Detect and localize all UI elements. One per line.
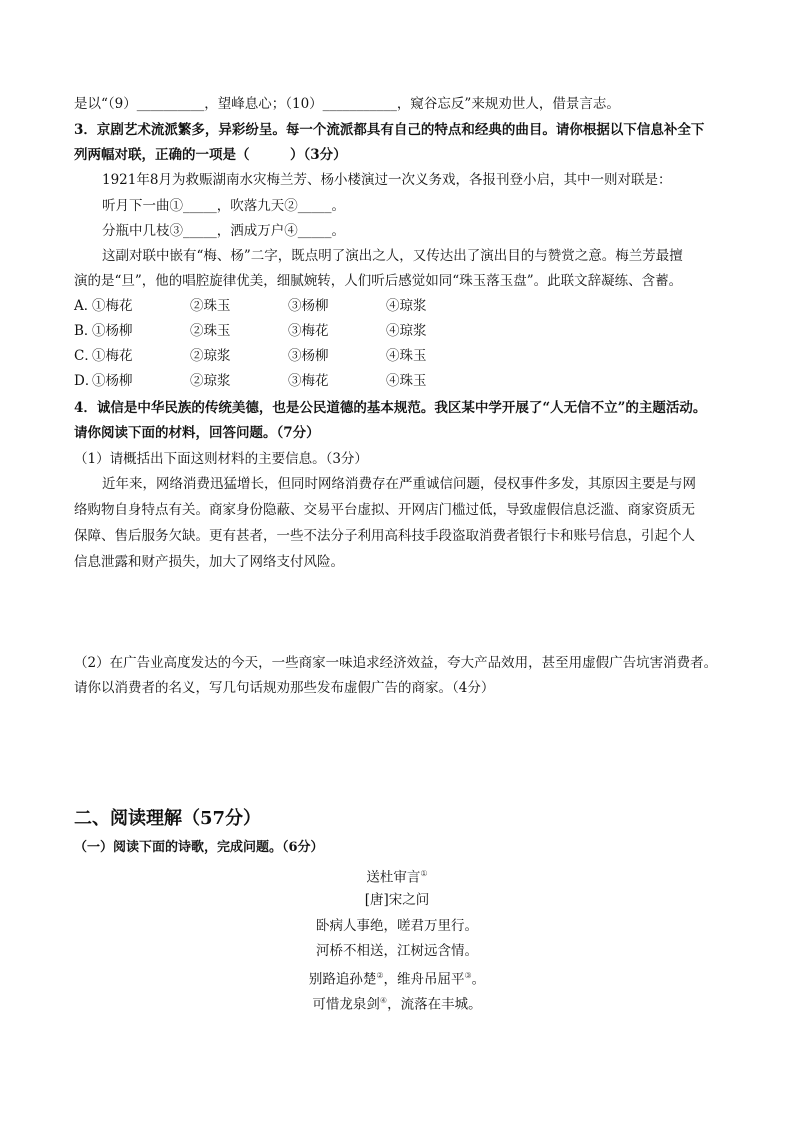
option-item: ③梅花 xyxy=(288,323,329,339)
option-item: ③杨柳 xyxy=(288,298,329,314)
question-4-stem: 4．诚信是中华民族的传统美德，也是公民道德的基本规范。我区某中学开展了“人无信不立”的主题活动。 xyxy=(74,400,707,416)
couplet-line-2: 分瓶中几枝③_____，洒成万户④_____。 xyxy=(102,223,345,239)
option-item: ④琼浆 xyxy=(386,323,427,339)
option-item: ②琼浆 xyxy=(190,348,231,364)
text-line: 是以“（9）__________，望峰息心；（10）___________，窥谷忘反”来规劝世人，借景言志。 xyxy=(74,96,620,112)
question-3-stem: 3．京剧艺术流派繁多，异彩纷呈。每一个流派都具有自己的特点和经典的曲目。请你根据以下信息补全下 xyxy=(74,122,705,138)
subquestion-2: （2）在广告业高度发达的今天，一些商家一味追求经济效益，夸大产品效用，甚至用虚假广告坑害消费者。 xyxy=(74,655,718,671)
material-line: 保障、售后服务欠缺。更有甚者，一些不法分子利用高科技手段盗取消费者银行卡和账号信息，引起个人 xyxy=(74,528,695,544)
text-line: 演的是“旦”，他的唱腔旋律优美，细腻婉转，人们听后感觉如同“珠玉落玉盘”。此联文辞凝练、含蓄。 xyxy=(74,273,683,289)
poem-line: 河桥不相送，江树远含情。 xyxy=(316,943,478,959)
option-item: ②珠玉 xyxy=(190,298,231,314)
section-title: 二、阅读理解（57分） xyxy=(74,808,262,829)
section-subtitle: （一）阅读下面的诗歌，完成问题。（6分） xyxy=(74,840,324,855)
option-item: ①梅花 xyxy=(92,298,133,314)
material-line: 近年来，网络消费迅猛增长，但同时网络消费存在严重诚信问题，侵权事件多发，其原因主要是与网 xyxy=(102,476,696,492)
footnote-marker: ③ xyxy=(464,971,472,980)
subquestion-2-cont: 请你以消费者的名义，写几句话规劝那些发布虚假广告的商家。（4分） xyxy=(74,680,495,696)
subquestion-1: （1）请概括出下面这则材料的主要信息。（3分） xyxy=(74,451,368,467)
option-item: ①梅花 xyxy=(92,348,133,364)
option-item: ③梅花 xyxy=(288,373,329,389)
option-letter: D． xyxy=(74,373,99,389)
option-item: ④琼浆 xyxy=(386,298,427,314)
poem-line: 卧病人事绝，嗟君万里行。 xyxy=(316,918,478,934)
option-item: ①杨柳 xyxy=(92,373,133,389)
footnote-marker: ④ xyxy=(379,996,388,1005)
poem-title: 送杜审言① xyxy=(366,869,428,886)
option-item: ①杨柳 xyxy=(92,323,133,339)
material-line: 络购物自身特点有关。商家身份隐蔽、交易平台虚拟、开网店门槛过低，导致虚假信息泛滥、商家资质无 xyxy=(74,502,695,518)
option-letter: A． xyxy=(74,298,98,314)
option-item: ②珠玉 xyxy=(190,323,231,339)
text-line: 1921年8月为救赈湖南水灾梅兰芳、杨小楼演过一次义务戏，各报刊登小启，其中一则对联是： xyxy=(102,172,672,188)
option-item: ③杨柳 xyxy=(288,348,329,364)
option-item: ④珠玉 xyxy=(386,373,427,389)
question-4-stem-cont: 请你阅读下面的材料，回答问题。（7分） xyxy=(74,425,320,441)
poem-line: 可惜龙泉剑④，流落在丰城。 xyxy=(312,996,482,1013)
option-item: ④珠玉 xyxy=(386,348,427,364)
question-3-stem-cont: 列两幅对联，正确的一项是（ ）（3分） xyxy=(74,147,347,163)
material-line: 信息泄露和财产损失，加大了网络支付风险。 xyxy=(74,554,344,570)
poem-author: [唐]宋之问 xyxy=(364,892,430,908)
couplet-line-1: 听月下一曲①_____，吹落九天②_____。 xyxy=(102,198,345,214)
poem-line: 别路追孙楚②，维舟吊屈平③。 xyxy=(308,971,486,988)
option-letter: B． xyxy=(74,323,98,339)
text-line: 这副对联中嵌有“梅、杨”二字，既点明了演出之人，又传达出了演出目的与赞赏之意。梅兰芳最擅 xyxy=(102,248,683,264)
footnote-marker: ② xyxy=(376,971,384,980)
option-letter: C． xyxy=(74,348,98,364)
option-item: ②琼浆 xyxy=(190,373,231,389)
footnote-marker: ① xyxy=(420,869,428,878)
